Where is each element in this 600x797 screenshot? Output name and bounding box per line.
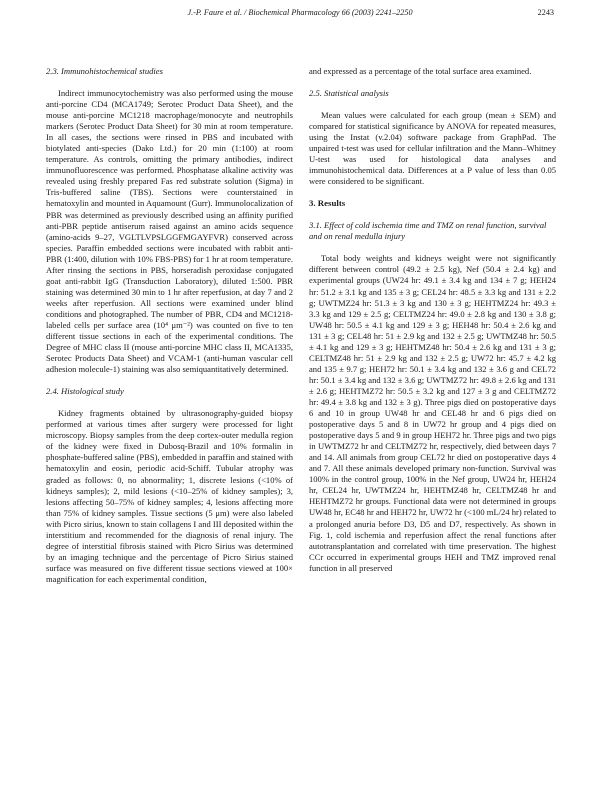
section-3-1-text: Total body weights and kidneys weight were not significantly different between control (49.2 ± 2.5 kg), Nef (50.4 ± 2.4 kg) and experimental groups (UW24 hr: 49.1 ± 3.4 kg and 134 ± 7 g; HEH24 hr: 51.2 ± 3.1 kg and 135 ± 3 g; CEL24 hr: 48.5 ± 3.3 kg and 131 ± 2.2 g; UWTMZ24 hr: 51.3 ± 3 kg and 130 ± 3 g; HEHTMZ24 hr: 49.3 ± 3.3 kg and 129 ± 2.5 g; CELTMZ24 hr: 49.0 ± 2.8 kg and 130 ± 3.8 g; UW48 hr: 50.5 ± 4.1 kg and 129 ± 3 g; HEH48 hr: 50.4 ± 2.6 kg and 131 ± 3 g; CEL48 hr: 51 ± 2.9 kg and 132 ± 2.5 g; UWTMZ48 hr: 50.5 ± 4.1 kg and 129 ± 3 g; HEHTMZ48 hr: 50.4 ± 2.6 kg and 131 ± 3 g; CELTMZ48 hr: 51 ± 2.9 kg and 132 ± 2.5 g; UW72 hr: 45.7 ± 4.2 kg and 135 ± 9.7 g; HEH72 hr: 50.1 ± 3.4 kg and 132 ± 3.6 g and CEL72 hr: 50.1 ± 3.4 kg and 132 ± 3.6 g; UWTMZ72 hr: 49.8 ± 2.6 kg and 131 ± 2.6 g; HEHTMZ72 hr: 50.5 ± 3.2 kg and 127 ± 3 g and CELTMZ72 hr: 49.4 ± 3.8 kg and 132 ± 3 g). Three pigs died on postoperative days 6 and 10 in group UW48 hr and CEL48 hr and 6 pigs died on postoperative days 5 and 8 in UW72 hr group and 4 pigs died on postoperative days 5 and 9 in group HEH72 hr. Three pigs and two pigs in UWTMZ72 hr and CELTMZ72 hr, respectively, died between days 7 and 14. All animals from group CEL72 hr died on postoperative days 4 and 7. All these animals developed primary non-function. Survival was 100% in the control group, 100% in the Nef group, UW24 hr, HEH24 hr, CEL24 hr, UWTMZ24 hr, HEHTMZ48 hr, CELTMZ48 hr and HEHTMZ72 hr groups. Functional data were not determined in groups UW48 hr, EC48 hr and HEH72 hr, UW72 hr (<100 mL/24 hr) related to a prolonged anuria before D3, D5 and D7, respectively. As shown in Fig. 1, cold ischemia and reperfusion affect the renal functions after autotransplantation and correlated with time preservation. The highest CCr occurred in experimental groups HEH and TMZ improved renal function in all preserved — [309, 253, 556, 573]
page-number: 2243 — [537, 8, 554, 17]
section-2-4-continuation: and expressed as a percentage of the total surface area examined. — [309, 66, 532, 76]
section-3-1-title: 3.1. Effect of cold ischemia time and TMZ on renal function, survival and on renal medulla injury — [309, 220, 547, 242]
section-3-title: 3. Results — [309, 198, 346, 209]
running-title: J.-P. Faure et al. / Biochemical Pharmacology 66 (2003) 2241–2250 — [187, 8, 413, 17]
right-column — [309, 66, 556, 574]
section-2-5-title: 2.5. Statistical analysis — [309, 88, 389, 99]
section-2-3-text: Indirect immunocytochemistry was also performed using the mouse anti-porcine CD4 (MCA1749; Serotec Product Data Sheet), and the mouse anti-porcine MC1218 macrophage/monocyte and neutrophils markers (Serotec Product Data Sheet) for 30 min at room temperature. In all cases, the sections were rinsed in PBS and incubated with biotylated anti-species (Dako Ltd.) for 20 min (1:100) at room temperature. As controls, omitting the primary antibodies, indirect immunofluorescence was performed. Phosphatase alkaline activity was revealed using freshly prepared Fas red substrate solution (Sigma) in Tris-buffered saline (TBS). Sections were counterstained in hematoxylin and mounted in Aquamount (Gurr). Immunolocalization of PBR was determined as previously described using an affinity purified anti-PBR peptide antiserum raised against an amino acids sequence (amino-acids 9–27, VGLTLVPSLGGFMGAYFVR) conserved across species. Paraffin embedded sections were incubated with rabbit anti-PBR (1:400, dilution with 10% FBS-PBS) for 1 hr at room temperature. After rinsing the sections in PBS, horseradish peroxidase conjugated goat anti-rabbit IgG (Transduction Laboratory), diluted 1:500. PBR staining was determined 30 min to 1 hr after reperfusion, at day 7 and 2 weeks after reperfusion. All sections were examined under blind conditions and photographed. The number of PBR, CD4 and MC1218-labeled cells per surface area (10⁴ μm⁻²) was counted on five to ten different tissue sections in each of the experimental conditions. The Degree of MHC class II (mouse anti-porcine MHC class II, MCA1335, Serotec Products Data Sheet) and VCAM-1 (anti-human vascular cell adhesion molecule-1) staining was also semiquantitatively determined. — [46, 88, 293, 375]
section-2-5-text: Mean values were calculated for each group (mean ± SEM) and compared for statistical significance by ANOVA for repeated measures, using the Instat (v.2.04) software package from GraphPad. The unpaired t-test was used for cellular infiltration and the Mann–Whitney U-test was used for histological data analyses and immunohistochemical data. Differences at a P value of less than 0.05 were considered to be significant. — [309, 110, 556, 187]
running-header — [46, 8, 554, 22]
section-2-4-title: 2.4. Histological study — [46, 386, 124, 397]
left-column — [46, 66, 293, 585]
section-2-4-text: Kidney fragments obtained by ultrasonography-guided biopsy performed at various times after surgery were processed for light microscopy. Biopsy samples from the deep cortex-outer medulla region of the kidney were fixed in Dubosq-Brazil and 10% formalin in phosphate-buffered saline (PBS), embedded in paraffin and stained with hematoxylin and eosin, periodic acid-Schiff. Tubular atrophy was graded as follows: 0, no abnormality; 1, discrete lesions (<10% of kidneys samples); 2, mild lesions (<10–25% of kidney samples); 3, lesions affecting 50–75% of kidney samples; 4, lesions affecting more than 75% of kidney samples. Tissue sections (5 μm) were also labeled with Picro sirius, known to stain collagens I and III deposited within the interstitium and recommended for the diagnosis of renal injury. The degree of interstitial fibrosis stained with Picro Sirius was determined by an imaging technique and the percentage of Picro Sirius stained surface was measured on five different tissue sections viewed at 100× magnification for each experimental condition, — [46, 408, 293, 584]
section-2-3-title: 2.3. Immunohistochemical studies — [46, 66, 163, 76]
